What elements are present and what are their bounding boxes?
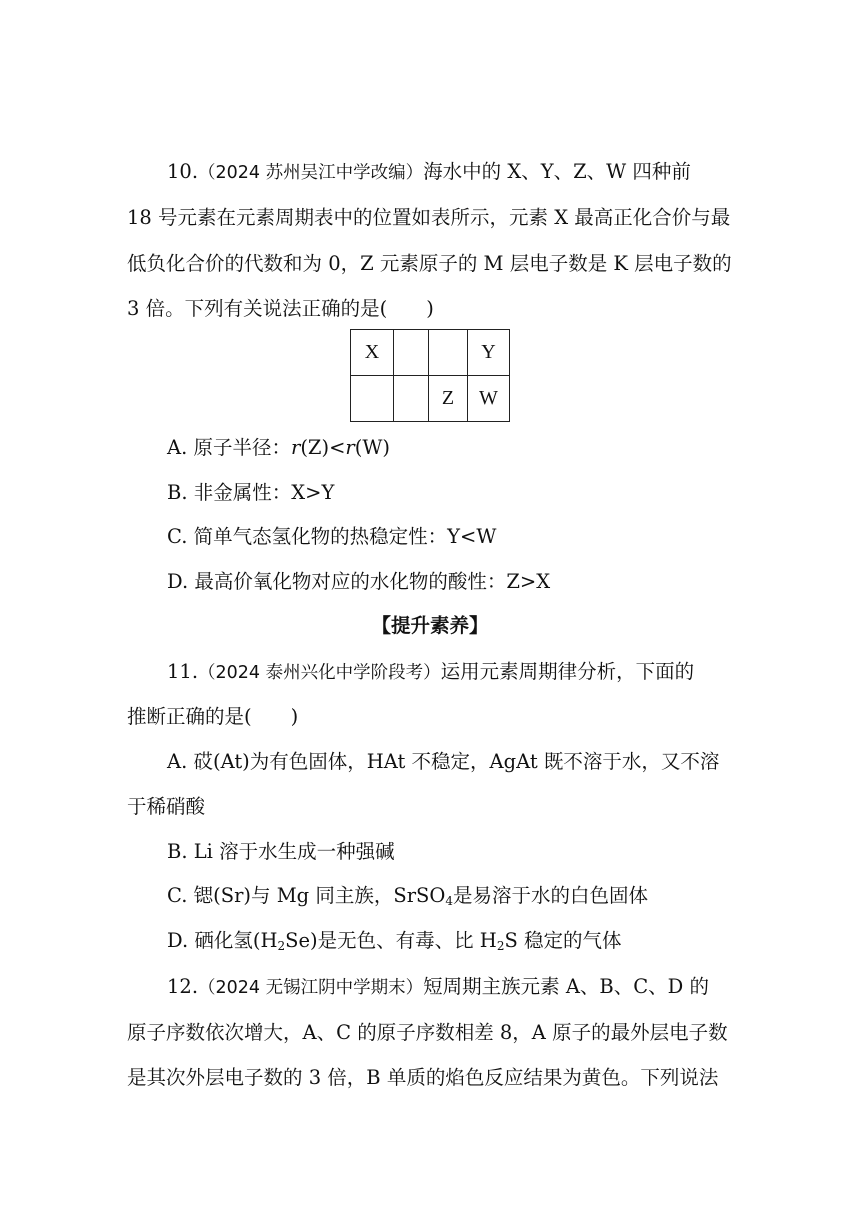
q11-option-c [167,883,648,909]
q10-line-2: 18 号元素在元素周期表中的位置如表所示，元素 X 最高正化合价与最 [127,206,731,229]
table-row [351,330,510,376]
q10-option-c: C. 简单气态氢化物的热稳定性：Y<W [167,525,497,548]
q12-stem-start: 短周期主族元素 A、B、C、D 的 [423,975,709,998]
table-cell: X [351,330,394,376]
periodic-table-fragment [350,329,510,422]
table-cell: W [468,376,510,422]
q11-line-2: 推断正确的是( ) [127,705,299,728]
q12-source: （2024 无锡江阴中学期末） [198,978,424,998]
q10-option-b: B. 非金属性：X>Y [167,481,335,504]
q10-source: （2024 苏州吴江中学改编） [198,163,424,183]
option-a-text: (W) [354,436,391,459]
option-d-text: S 稳定的气体 [504,929,622,952]
subscript: 2 [277,939,286,953]
option-d-text: D. 硒化氢(H [167,929,278,952]
q11-number: 11. [167,660,199,683]
q11-option-d [167,928,622,954]
q12-number: 12. [167,975,199,998]
q11-line-1 [167,659,694,686]
table-cell [429,330,468,376]
q12-line-1 [167,974,709,1001]
q12-line-2: 原子序数依次增大，A、C 的原子序数相差 8，A 原子的最外层电子数 [127,1021,728,1044]
option-c-text: 是易溶于水的白色固体 [453,884,649,907]
table-cell [394,376,429,422]
q10-option-d: D. 最高价氧化物对应的水化物的酸性：Z>X [167,570,551,593]
table-cell [394,330,429,376]
table-cell: Z [429,376,468,422]
q10-line-1 [167,159,691,186]
subscript: 4 [445,894,454,908]
option-c-text: C. 锶(Sr)与 Mg 同主族，SrSO [167,884,446,907]
option-a-text: (Z)< [300,436,346,459]
subscript: 2 [496,939,505,953]
section-heading: 【提升素养】 [371,614,489,637]
option-d-text: Se)是无色、有毒、比 H [285,929,497,952]
radius-symbol: r [345,436,355,459]
q10-number: 10. [167,160,199,183]
q10-line-4: 3 倍。下列有关说法正确的是( ) [127,297,434,320]
q10-line-3: 低负化合价的代数和为 0，Z 元素原子的 M 层电子数是 K 层电子数的 [127,252,732,275]
q11-option-a: A. 砹(At)为有色固体，HAt 不稳定，AgAt 既不溶于水，又不溶 [167,750,720,773]
table-cell [351,376,394,422]
table-cell: Y [468,330,510,376]
q11-option-a-cont: 于稀硝酸 [127,795,206,818]
q11-option-b: B. Li 溶于水生成一种强碱 [167,840,395,863]
q12-line-3: 是其次外层电子数的 3 倍，B 单质的焰色反应结果为黄色。下列说法 [127,1066,719,1089]
q10-stem-start: 海水中的 X、Y、Z、W 四种前 [423,160,691,183]
q11-source: （2024 泰州兴化中学阶段考） [198,663,441,683]
q10-option-a [167,435,390,461]
q11-stem-start: 运用元素周期律分析，下面的 [440,660,695,683]
radius-symbol: r [290,436,301,459]
table-row [351,376,510,422]
option-a-label: A. 原子半径： [167,436,291,459]
